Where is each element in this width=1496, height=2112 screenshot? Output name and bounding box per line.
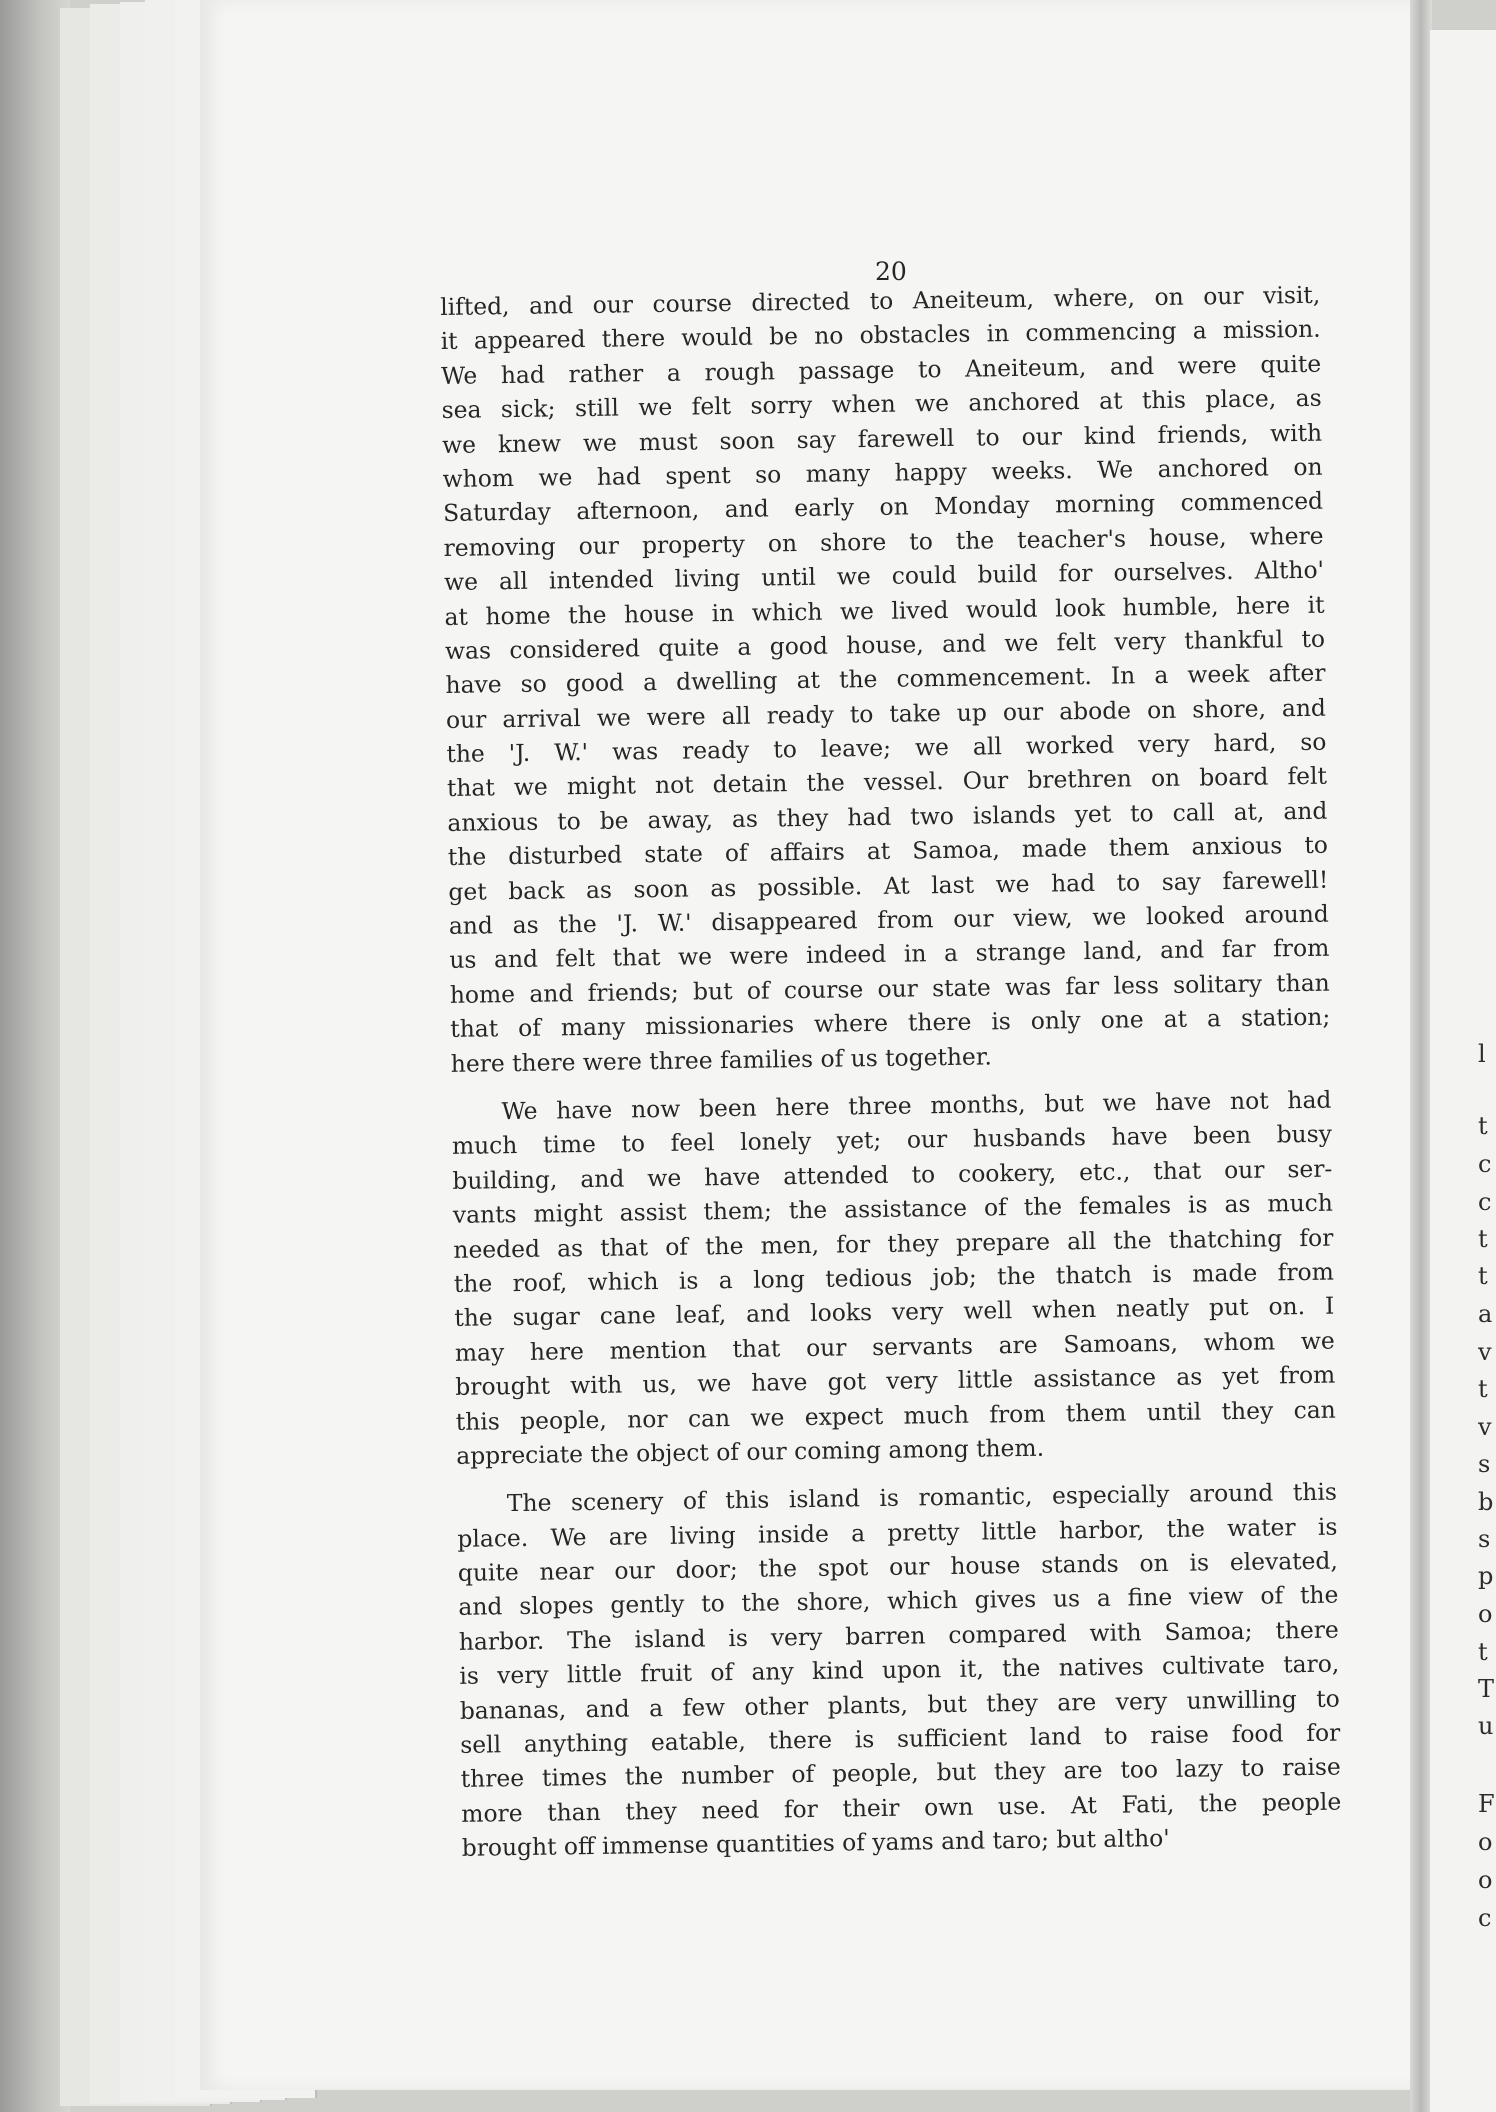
text-line: harbor. The island is very barren compared with Samoa; there [458,1615,1339,1656]
facing-page-letter: t [1478,1638,1488,1666]
text-line: needed as that of the men, for they prepare all the thatching for [453,1223,1334,1264]
text-line: home and friends; but of course our state was far less solitary than [449,968,1330,1009]
facing-page-letter: t [1478,1262,1488,1290]
text-line: at home the house in which we lived would look humble, here it [444,590,1325,631]
facing-page-letter: p [1478,1562,1494,1590]
facing-page-letter: b [1478,1488,1494,1516]
text-line: more than they need for their own use. At Fati, the people [461,1787,1342,1828]
text-line: this people, nor can we expect much from them until they can [455,1395,1336,1436]
page-number: 20 [875,257,907,286]
text-line: brought with us, we have got very little assistance as yet from [455,1360,1336,1402]
text-line: we knew we must soon say farewell to our kind friends, with [441,418,1323,459]
facing-page-letter: c [1478,1188,1492,1216]
facing-page-letter: t [1478,1225,1488,1253]
text-line: the sugar cane leaf, and looks very well when neatly put on. I [454,1291,1335,1333]
text-line: we all intended living until we could build for ourselves. Altho' [443,555,1325,597]
text-line: vants might assist them; the assistance of the females is as much [452,1188,1334,1230]
text-line: and slopes gently to the shore, which gives us a fine view of the [458,1581,1339,1622]
facing-page-letter: t [1478,1112,1488,1140]
text-line: us and felt that we were indeed in a strange land, and far from [449,934,1330,975]
text-line: that of many missionaries where there is only one at a station; [450,1002,1331,1044]
text-line: the roof, which is a long tedious job; the thatch is made from [453,1257,1334,1298]
facing-page-letter: T [1478,1675,1495,1703]
facing-page-letter: s [1478,1450,1491,1478]
text-line: Saturday afternoon, and early on Monday morning commenced [442,487,1324,528]
text-line: quite near our door; the spot our house stands on is elevated, [457,1546,1339,1587]
text-line: our arrival we were all ready to take up our abode on shore, and [445,693,1327,734]
text-line: We have now been here three months, but we have not had [501,1085,1332,1126]
text-line: much time to feel lonely yet; our husbands have been busy [451,1120,1333,1161]
facing-page-letter: o [1478,1866,1493,1894]
text-line: sell anything eatable, there is sufficient land to raise food for [460,1718,1341,1759]
page-body-text [440,278,1342,1880]
text-line: was considered quite a good house, and we felt very thankful to [444,624,1326,665]
text-line: sea sick; still we felt sorry when we anchored at this place, as [441,383,1322,425]
facing-page-letter: u [1478,1712,1494,1740]
paragraph [440,278,1331,1081]
book-gutter [1410,0,1432,2112]
text-line: have so good a dwelling at the commencement. In a week after [445,658,1326,700]
text-line: the 'J. W.' was ready to leave; we all worked very hard, so [446,727,1327,769]
facing-page-letter: F [1478,1790,1495,1818]
facing-page-letter: a [1478,1300,1493,1328]
facing-page-letter: o [1478,1600,1493,1628]
text-line: brought off immense quantities of yams and taro; but altho' [461,1824,1170,1863]
facing-page-letter: t [1478,1375,1488,1403]
facing-page-letter: c [1478,1904,1492,1932]
text-line: the disturbed state of affairs at Samoa, made them anxious to [447,830,1329,872]
text-line: lifted, and our course directed to Aneiteum, where, on our visit, [440,280,1321,321]
facing-page-letter: c [1478,1150,1492,1178]
text-line: appreciate the object of our coming among them. [456,1433,1045,1470]
text-line: is very little fruit of any kind upon it, the natives cultivate taro, [459,1649,1340,1691]
text-line: building, and we have attended to cookery, etc., that our ser- [452,1154,1333,1195]
facing-page-letter: s [1478,1525,1491,1553]
facing-page-letter: o [1478,1828,1493,1856]
text-line: three times the number of people, but they are too lazy to raise [460,1752,1341,1794]
facing-page-letter: v [1478,1338,1492,1366]
paragraph [451,1083,1336,1474]
text-line: may here mention that our servants are Samoans, whom we [454,1326,1335,1367]
text-line: place. We are living inside a pretty little harbor, the water is [457,1512,1338,1553]
text-line: removing our property on shore to the teacher's house, where [443,521,1324,562]
paragraph [457,1475,1342,1866]
facing-page-letter: l [1478,1040,1486,1068]
text-line: anxious to be away, as they had two islands yet to call at, and [447,796,1328,837]
text-line: The scenery of this island is romantic, especially around this [506,1477,1338,1518]
text-line: whom we had spent so many happy weeks. We anchored on [442,452,1323,493]
text-line: that we might not detain the vessel. Our brethren on board felt [446,762,1328,803]
text-line: get back as soon as possible. At last we had to say farewell! [448,865,1329,906]
text-line: bananas, and a few other plants, but they are very unwilling to [459,1684,1340,1725]
text-line: and as the 'J. W.' disappeared from our view, we looked around [448,899,1329,940]
text-line: here there were three families of us together. [450,1041,993,1078]
text-line: it appeared there would be no obstacles in commencing a mission. [440,315,1321,356]
facing-page-letter: v [1478,1413,1492,1441]
text-line: We had rather a rough passage to Aneiteum, and were quite [441,349,1322,390]
